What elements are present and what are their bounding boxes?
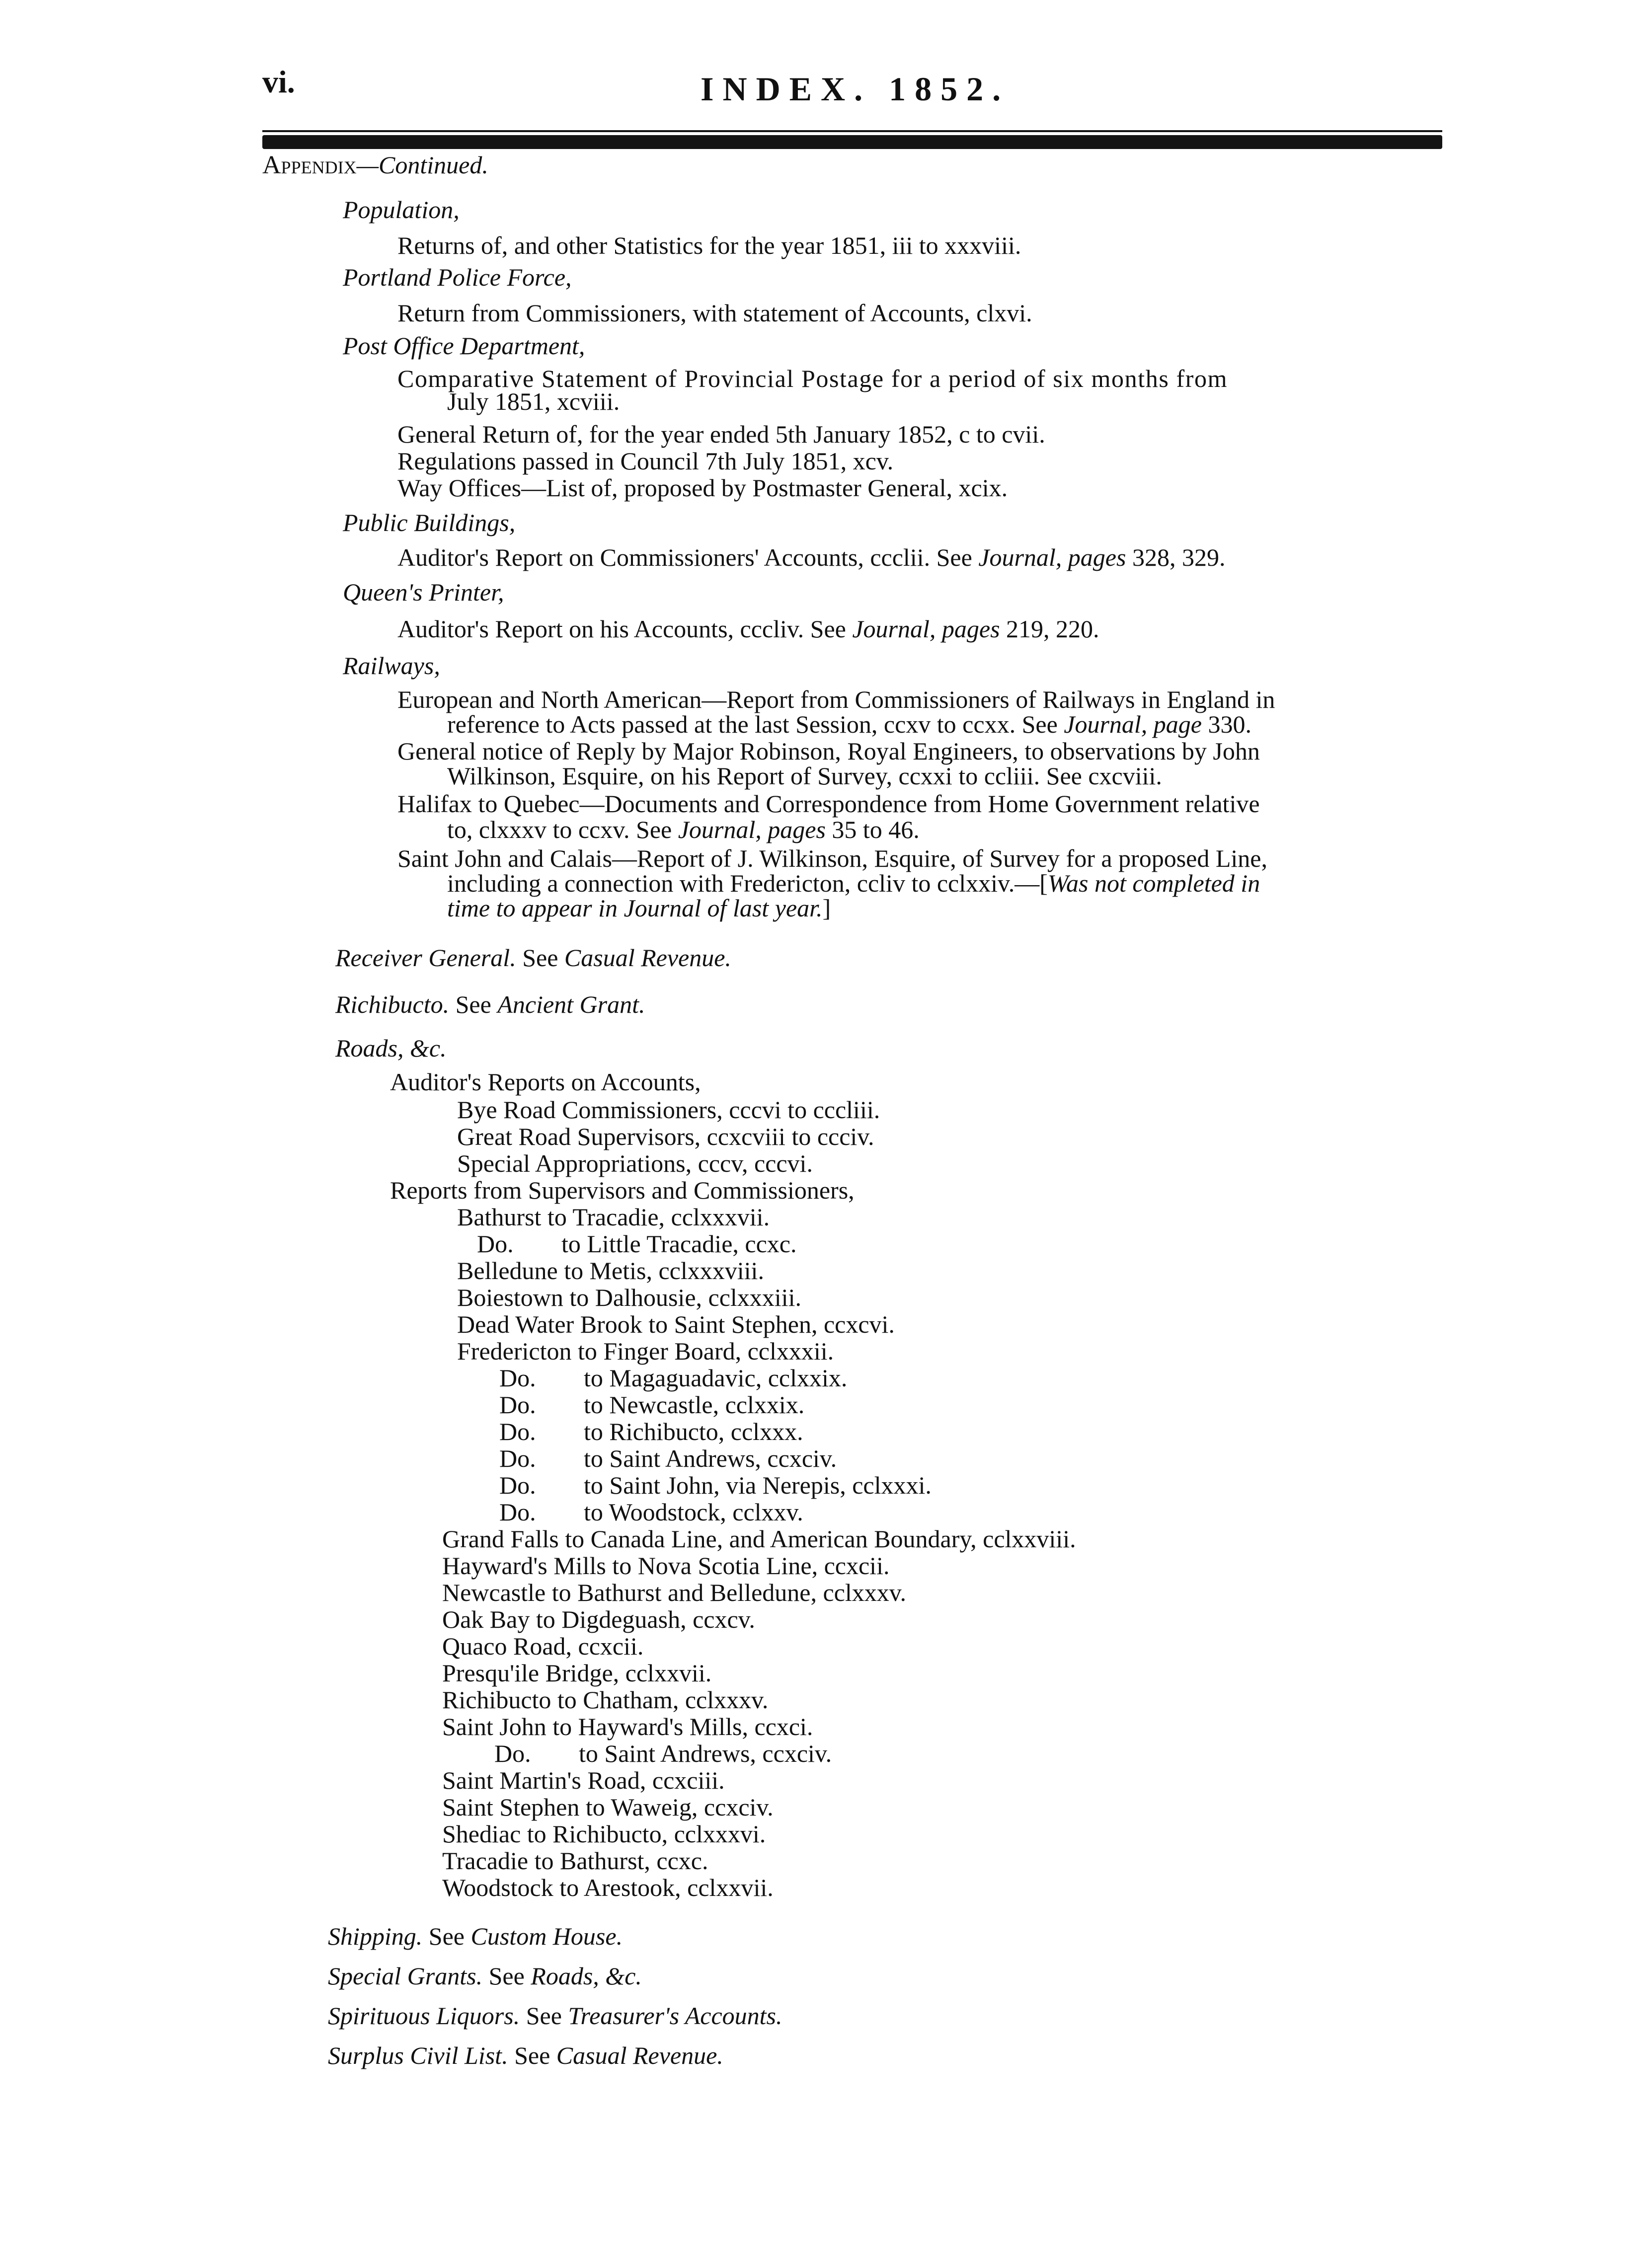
entry-line: Newcastle to Bathurst and Belledune, cclxxxv.	[442, 1579, 906, 1606]
entry-heading-queens-printer: Queen's Printer,	[343, 578, 504, 606]
entry-line: Saint Martin's Road, ccxciii.	[442, 1766, 725, 1794]
entry-heading: Spirituous Liquors.	[328, 2002, 520, 2030]
see-text: See	[482, 1962, 531, 1990]
entry-line	[447, 869, 1260, 897]
see-text: See	[520, 2002, 568, 2030]
appendix-heading	[262, 151, 488, 179]
see-text: See	[422, 1922, 471, 1950]
entry-line	[499, 1418, 803, 1445]
header-rule	[262, 135, 1442, 149]
entry-text: to Saint Andrews, ccxciv.	[584, 1444, 837, 1472]
entry-line: Regulations passed in Council 7th July 1851, xcv.	[397, 447, 894, 475]
entry-line: Shediac to Richibucto, cclxxxvi.	[442, 1820, 766, 1848]
entry-line	[447, 816, 920, 843]
editorial-note: time to appear in Journal of last year.	[447, 894, 823, 922]
entry-line	[447, 710, 1251, 738]
entry-line: Bye Road Commissioners, cccvi to cccliii.	[457, 1096, 880, 1124]
entry-heading: Surplus Civil List.	[328, 2041, 508, 2069]
ditto-mark: Do.	[477, 1230, 514, 1258]
entry-line: Auditor's Reports on Accounts,	[390, 1068, 701, 1096]
ditto-mark: Do.	[499, 1471, 536, 1499]
journal-ref: Journal, pages	[852, 615, 1000, 643]
entry-line: Bathurst to Tracadie, cclxxxvii.	[457, 1203, 770, 1231]
entry-heading: Richibucto.	[335, 990, 450, 1018]
header-rule-thin	[262, 130, 1442, 132]
see-text: See	[516, 944, 564, 972]
entry-spirituous-liquors	[328, 2002, 782, 2030]
entry-heading: Special Grants.	[328, 1962, 483, 1990]
entry-heading-railways: Railways,	[343, 652, 440, 680]
entry-pages: 330.	[1202, 710, 1251, 738]
entry-line	[499, 1444, 837, 1472]
cross-reference: Ancient Grant.	[497, 990, 645, 1018]
entry-heading: Shipping.	[328, 1922, 423, 1950]
entry-text: to Richibucto, cclxxx.	[584, 1418, 803, 1445]
entry-line: Presqu'ile Bridge, cclxxvii.	[442, 1659, 712, 1687]
entry-pages: 328, 329.	[1126, 543, 1226, 571]
entry-line: Oak Bay to Digdeguash, ccxcv.	[442, 1605, 755, 1633]
cross-reference: Casual Revenue.	[564, 944, 731, 972]
entry-line: Return from Commissioners, with statement of Accounts, clxvi.	[397, 299, 1032, 327]
entry-line: Fredericton to Finger Board, cclxxxii.	[457, 1337, 834, 1365]
running-title: INDEX. 1852.	[701, 70, 1010, 108]
entry-line: Halifax to Quebec—Documents and Correspondence from Home Government relative	[397, 790, 1260, 818]
entry-line: Special Appropriations, cccv, cccvi.	[457, 1149, 813, 1177]
entry-text: Auditor's Report on Commissioners' Accounts, ccclii. See	[397, 543, 979, 571]
entry-line: Way Offices—List of, proposed by Postmaster General, xcix.	[397, 474, 1008, 502]
entry-receiver-general	[335, 944, 731, 972]
ditto-mark: Do.	[494, 1739, 531, 1767]
entry-shipping	[328, 1922, 623, 1950]
entry-text: reference to Acts passed at the last Session, ccxv to ccxx. See	[447, 710, 1064, 738]
entry-text: to Woodstock, cclxxv.	[584, 1498, 803, 1526]
entry-richibucto	[335, 990, 645, 1018]
entry-heading-post-office: Post Office Department,	[343, 332, 585, 360]
entry-line	[447, 894, 831, 922]
journal-ref: Journal, pages	[678, 816, 826, 843]
entry-line: Woodstock to Arestook, cclxxvii.	[442, 1874, 774, 1901]
entry-special-grants	[328, 1962, 642, 1990]
entry-heading-public-buildings: Public Buildings,	[343, 509, 516, 536]
entry-line	[477, 1230, 796, 1258]
ditto-mark: Do.	[499, 1498, 536, 1526]
cross-reference: Casual Revenue.	[556, 2041, 723, 2069]
entry-line: Boiestown to Dalhousie, cclxxxiii.	[457, 1284, 801, 1311]
ditto-mark: Do.	[499, 1444, 536, 1472]
see-text: See	[449, 990, 498, 1018]
entry-line: European and North American—Report from Commissioners of Railways in England in	[397, 685, 1275, 713]
entry-line	[397, 543, 1225, 571]
entry-heading-population: Population,	[343, 196, 460, 224]
entry-line	[499, 1471, 932, 1499]
ditto-mark: Do.	[499, 1418, 536, 1445]
entry-line: Belledune to Metis, cclxxxviii.	[457, 1257, 764, 1285]
cross-reference: Custom House.	[470, 1922, 623, 1950]
entry-line: Grand Falls to Canada Line, and American Boundary, cclxxviii.	[442, 1525, 1076, 1553]
journal-ref: Journal, pages	[978, 543, 1126, 571]
entry-line: Reports from Supervisors and Commissioners,	[390, 1176, 855, 1204]
see-text: See	[508, 2041, 556, 2069]
entry-line: Richibucto to Chatham, cclxxxv.	[442, 1686, 769, 1714]
entry-line: Dead Water Brook to Saint Stephen, ccxcvi.	[457, 1310, 895, 1338]
entry-heading-roads: Roads, &c.	[335, 1034, 447, 1062]
entry-pages: 35 to 46.	[825, 816, 920, 843]
entry-line: General notice of Reply by Major Robinson, Royal Engineers, to observations by John	[397, 737, 1260, 765]
entry-line	[499, 1391, 804, 1419]
entry-line: Saint John to Hayward's Mills, ccxci.	[442, 1713, 813, 1740]
cross-reference: Treasurer's Accounts.	[568, 2002, 782, 2030]
entry-line	[499, 1498, 803, 1526]
appendix-label: Appendix	[262, 151, 357, 179]
editorial-note: Was not completed in	[1047, 869, 1260, 897]
entry-text: including a connection with Fredericton, ccliv to cclxxiv.—[	[447, 869, 1048, 897]
entry-text: Auditor's Report on his Accounts, cccliv. See	[397, 615, 853, 643]
bracket-close: ]	[822, 894, 831, 922]
entry-line: Tracadie to Bathurst, ccxc.	[442, 1847, 708, 1875]
ditto-mark: Do.	[499, 1391, 536, 1419]
ditto-mark: Do.	[499, 1364, 536, 1392]
entry-line: Quaco Road, ccxcii.	[442, 1632, 644, 1660]
entry-line: July 1851, xcviii.	[447, 387, 620, 415]
entry-line: Hayward's Mills to Nova Scotia Line, ccxcii.	[442, 1552, 890, 1580]
entry-line: Returns of, and other Statistics for the year 1851, iii to xxxviii.	[397, 231, 1021, 259]
entry-surplus-civil-list	[328, 2041, 723, 2069]
appendix-continued: —Continued.	[356, 151, 488, 179]
entry-text: to Magaguadavic, cclxxix.	[584, 1364, 848, 1392]
entry-line	[397, 615, 1099, 643]
journal-ref: Journal, page	[1064, 710, 1202, 738]
entry-line	[499, 1364, 847, 1392]
entry-line: Great Road Supervisors, ccxcviii to ccciv.	[457, 1123, 874, 1150]
entry-line: Comparative Statement of Provincial Postage for a period of six months from	[397, 365, 1228, 392]
entry-pages: 219, 220.	[1000, 615, 1099, 643]
entry-text: to Saint John, via Nerepis, cclxxxi.	[584, 1471, 932, 1499]
entry-line: Saint Stephen to Waweig, ccxciv.	[442, 1793, 774, 1821]
page-number: vi.	[262, 64, 295, 99]
entry-text: to, clxxxv to ccxv. See	[447, 816, 678, 843]
cross-reference: Roads, &c.	[531, 1962, 642, 1990]
entry-line	[494, 1739, 832, 1767]
entry-text: to Saint Andrews, ccxciv.	[579, 1739, 832, 1767]
entry-heading: Receiver General.	[335, 944, 516, 972]
entry-text: to Newcastle, cclxxix.	[584, 1391, 805, 1419]
entry-line: General Return of, for the year ended 5th January 1852, c to cvii.	[397, 420, 1045, 448]
entry-line: Saint John and Calais—Report of J. Wilkinson, Esquire, of Survey for a proposed Line,	[397, 844, 1267, 872]
entry-line: Wilkinson, Esquire, on his Report of Survey, ccxxi to ccliii. See cxcviii.	[447, 762, 1162, 790]
entry-heading-portland: Portland Police Force,	[343, 263, 572, 291]
entry-text: to Little Tracadie, ccxc.	[561, 1230, 797, 1258]
